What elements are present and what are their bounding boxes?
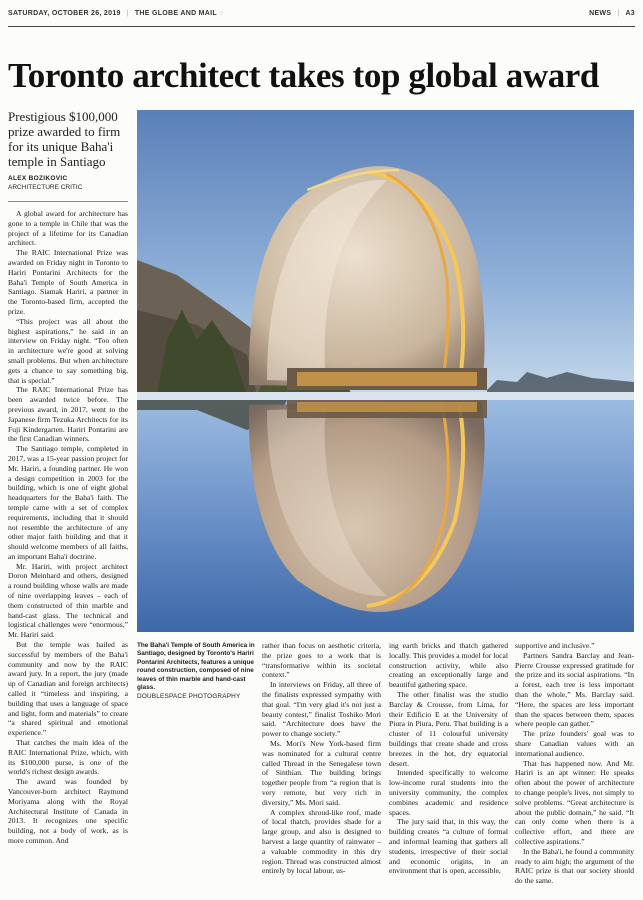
byline <box>8 174 133 192</box>
globe-logo-icon: ○ <box>219 10 224 17</box>
paragraph: rather than focus on aesthetic criteria, the prize goes to a work that is “transformative within its societal context.” <box>262 641 381 680</box>
paragraph: Mr. Hariri, with project architect Doron Meinhard and others, designed a round building whose walls are made of nine overlapping leaves – each of them constructed of thin marble and hand-cast glass. The technical and logistical challenges were “enormous,” Mr. Hariri said. <box>8 561 128 640</box>
header-divider: | <box>617 10 620 17</box>
paragraph: A complex shroud-like roof, made of local thatch, provides shade for a large group, and also is designed to harvest a large quantity of rainwater – a valuable commodity in this dry region. Thread was constructed almost entirely by local labour, us- <box>262 807 381 876</box>
newspaper-name: THE GLOBE AND MAIL <box>134 10 217 17</box>
page-header <box>8 10 635 22</box>
paragraph: Ms. Mori's New York-based firm was nominated for a cultural centre called Thread in the Senegalese town of Sinthian. The building brings together people from “a region that is very remote, but very rich in diversity,” Ms. Mori said. <box>262 738 381 807</box>
paragraph: Partners Sandra Barclay and Jean-Pierre Crousse expressed gratitude for the prize and its social aspirations. “In a forest, each tree is less important than the whole,” Ms. Barclay said. “Here, the spaces are less important than the spaces between them, spaces where people can gather.” <box>515 650 634 729</box>
section-name: NEWS <box>589 10 612 17</box>
paragraph: In interviews on Friday, all three of the finalists expressed sympathy with that goal. “I'm very glad it's not just a beauty contest,” finalist Toshiko Mori said. “Architecture does have the power to change society.” <box>262 680 381 739</box>
article-column-2 <box>262 641 381 894</box>
paragraph: The Santiago temple, completed in 2017, was a 15-year passion project for Mr. Hariri, a founding partner. He won a design competition in 2003 for the building, which is one of eight global headquarters for the Baha'i faith. The temple came with a set of complex requirements, including that it should not resemble the architecture of any other major faith building and that it should welcome members of all faiths, an important Baha'i doctrine. <box>8 444 128 561</box>
paragraph: But the temple was hailed as successful by members of the Baha'i community and now by the RAIC award jury. In a report, the jury (made up of Canadian and foreign architects) called it “timeless and inspiring, a building that uses a language of space and light, form and materials” to create “a shared spiritual and emotional experience.” <box>8 640 128 738</box>
header-rule <box>8 26 635 27</box>
paragraph: The RAIC International Prize was awarded on Friday night in Toronto to Hariri Pontarini Architects for the Baha'i Temple of South America in Santiago. Siamak Hariri, a partner in the Toronto-based firm, accepted the prize. <box>8 248 128 316</box>
photo-credit: DOUBLESPACE PHOTOGRAPHY <box>137 693 241 701</box>
page-number: A3 <box>625 10 635 17</box>
headline: Toronto architect takes top global award <box>8 56 599 95</box>
paragraph: That catches the main idea of the RAIC International Prize, which, with its $100,000 purse, is one of the world's richest design awards. <box>8 738 128 777</box>
article-column-4 <box>515 641 634 894</box>
paragraph: The prize founders' goal was to share Canadian values with an international audience. <box>515 729 634 758</box>
caption-text: The Baha'i Temple of South America in Santiago, designed by Toronto's Hariri Pontarini Architects, features a unique round construction, composed of nine leaves of thin marble and hand-cast glass. <box>137 642 255 692</box>
paragraph: The award was founded by Vancouver-born architect Raymond Moriyama along with the Royal Architectural Institute of Canada in 2013. It recognizes one specific building, not a body of work, as is more common. And <box>8 777 128 845</box>
paragraph: That has happened now. And Mr. Hariri is an apt winner: He speaks often about the power of architecture to change people's lives, not simply to solve problems. “Great architecture is about the public domain,” he said. “It can only come when there is a collective effort, and there are collective aspirations.” <box>515 758 634 846</box>
issue-date: SATURDAY, OCTOBER 26, 2019 <box>8 10 121 17</box>
paragraph: A global award for architecture has gone to a temple in Chile that was the project of a lifetime for its Canadian architect. <box>8 209 128 248</box>
paragraph: The RAIC International Prize has been awarded twice before. The previous award, in 2017, went to the Japanese firm Tezuka Architects for its Fuji Kindergarten. Hariri Pontarini are the first Canadian winners. <box>8 385 128 444</box>
paragraph: The other finalist was the studio Barclay & Crousse, from Lima, for their Edificio E at the University of Piura in Piura, Peru. That building is a cluster of 11 colourful university buildings that create shade and cross breezes in the hot, dry equatorial desert. <box>389 689 508 768</box>
paragraph: supportive and inclusive.” <box>515 641 595 650</box>
paragraph: In the Baha'i, he found a community ready to aim high; the argument of the RAIC prize is that our society should do the same. <box>515 846 634 886</box>
article-column-3 <box>389 641 508 894</box>
byline-rule <box>8 201 128 202</box>
paragraph: Intended specifically to welcome low-income rural students into the university community, the complex combines academic and residence spaces. <box>389 768 508 817</box>
author-title: ARCHITECTURE CRITIC <box>8 184 83 191</box>
author-name: ALEX BOZIKOVIC <box>8 175 68 182</box>
paragraph: “This project was all about the highest aspirations,” he said in an interview on Friday night. “Too often in architecture we're good at solving small problems. But when architecture gets a chance to say something big, that is special.” <box>8 316 128 385</box>
deck: Prestigious $100,000 prize awarded to firm for its unique Baha'i temple in Santiago <box>8 109 121 169</box>
photo-caption <box>137 642 255 702</box>
paragraph: The jury said that, in this way, the building creates “a culture of formal and informal learning that gathers all students, irrespective of their social and economic origins, in an environment that is open, accessible, <box>389 817 508 876</box>
paragraph: ing earth bricks and thatch gathered locally. This provides a model for local construction activity, while also creating an exceptionally large and beautiful gathering space. <box>389 641 508 690</box>
temple-photo <box>137 110 634 632</box>
header-divider: | <box>126 10 129 17</box>
article-column-1 <box>8 209 128 894</box>
temple-photo-illustration <box>137 110 634 632</box>
